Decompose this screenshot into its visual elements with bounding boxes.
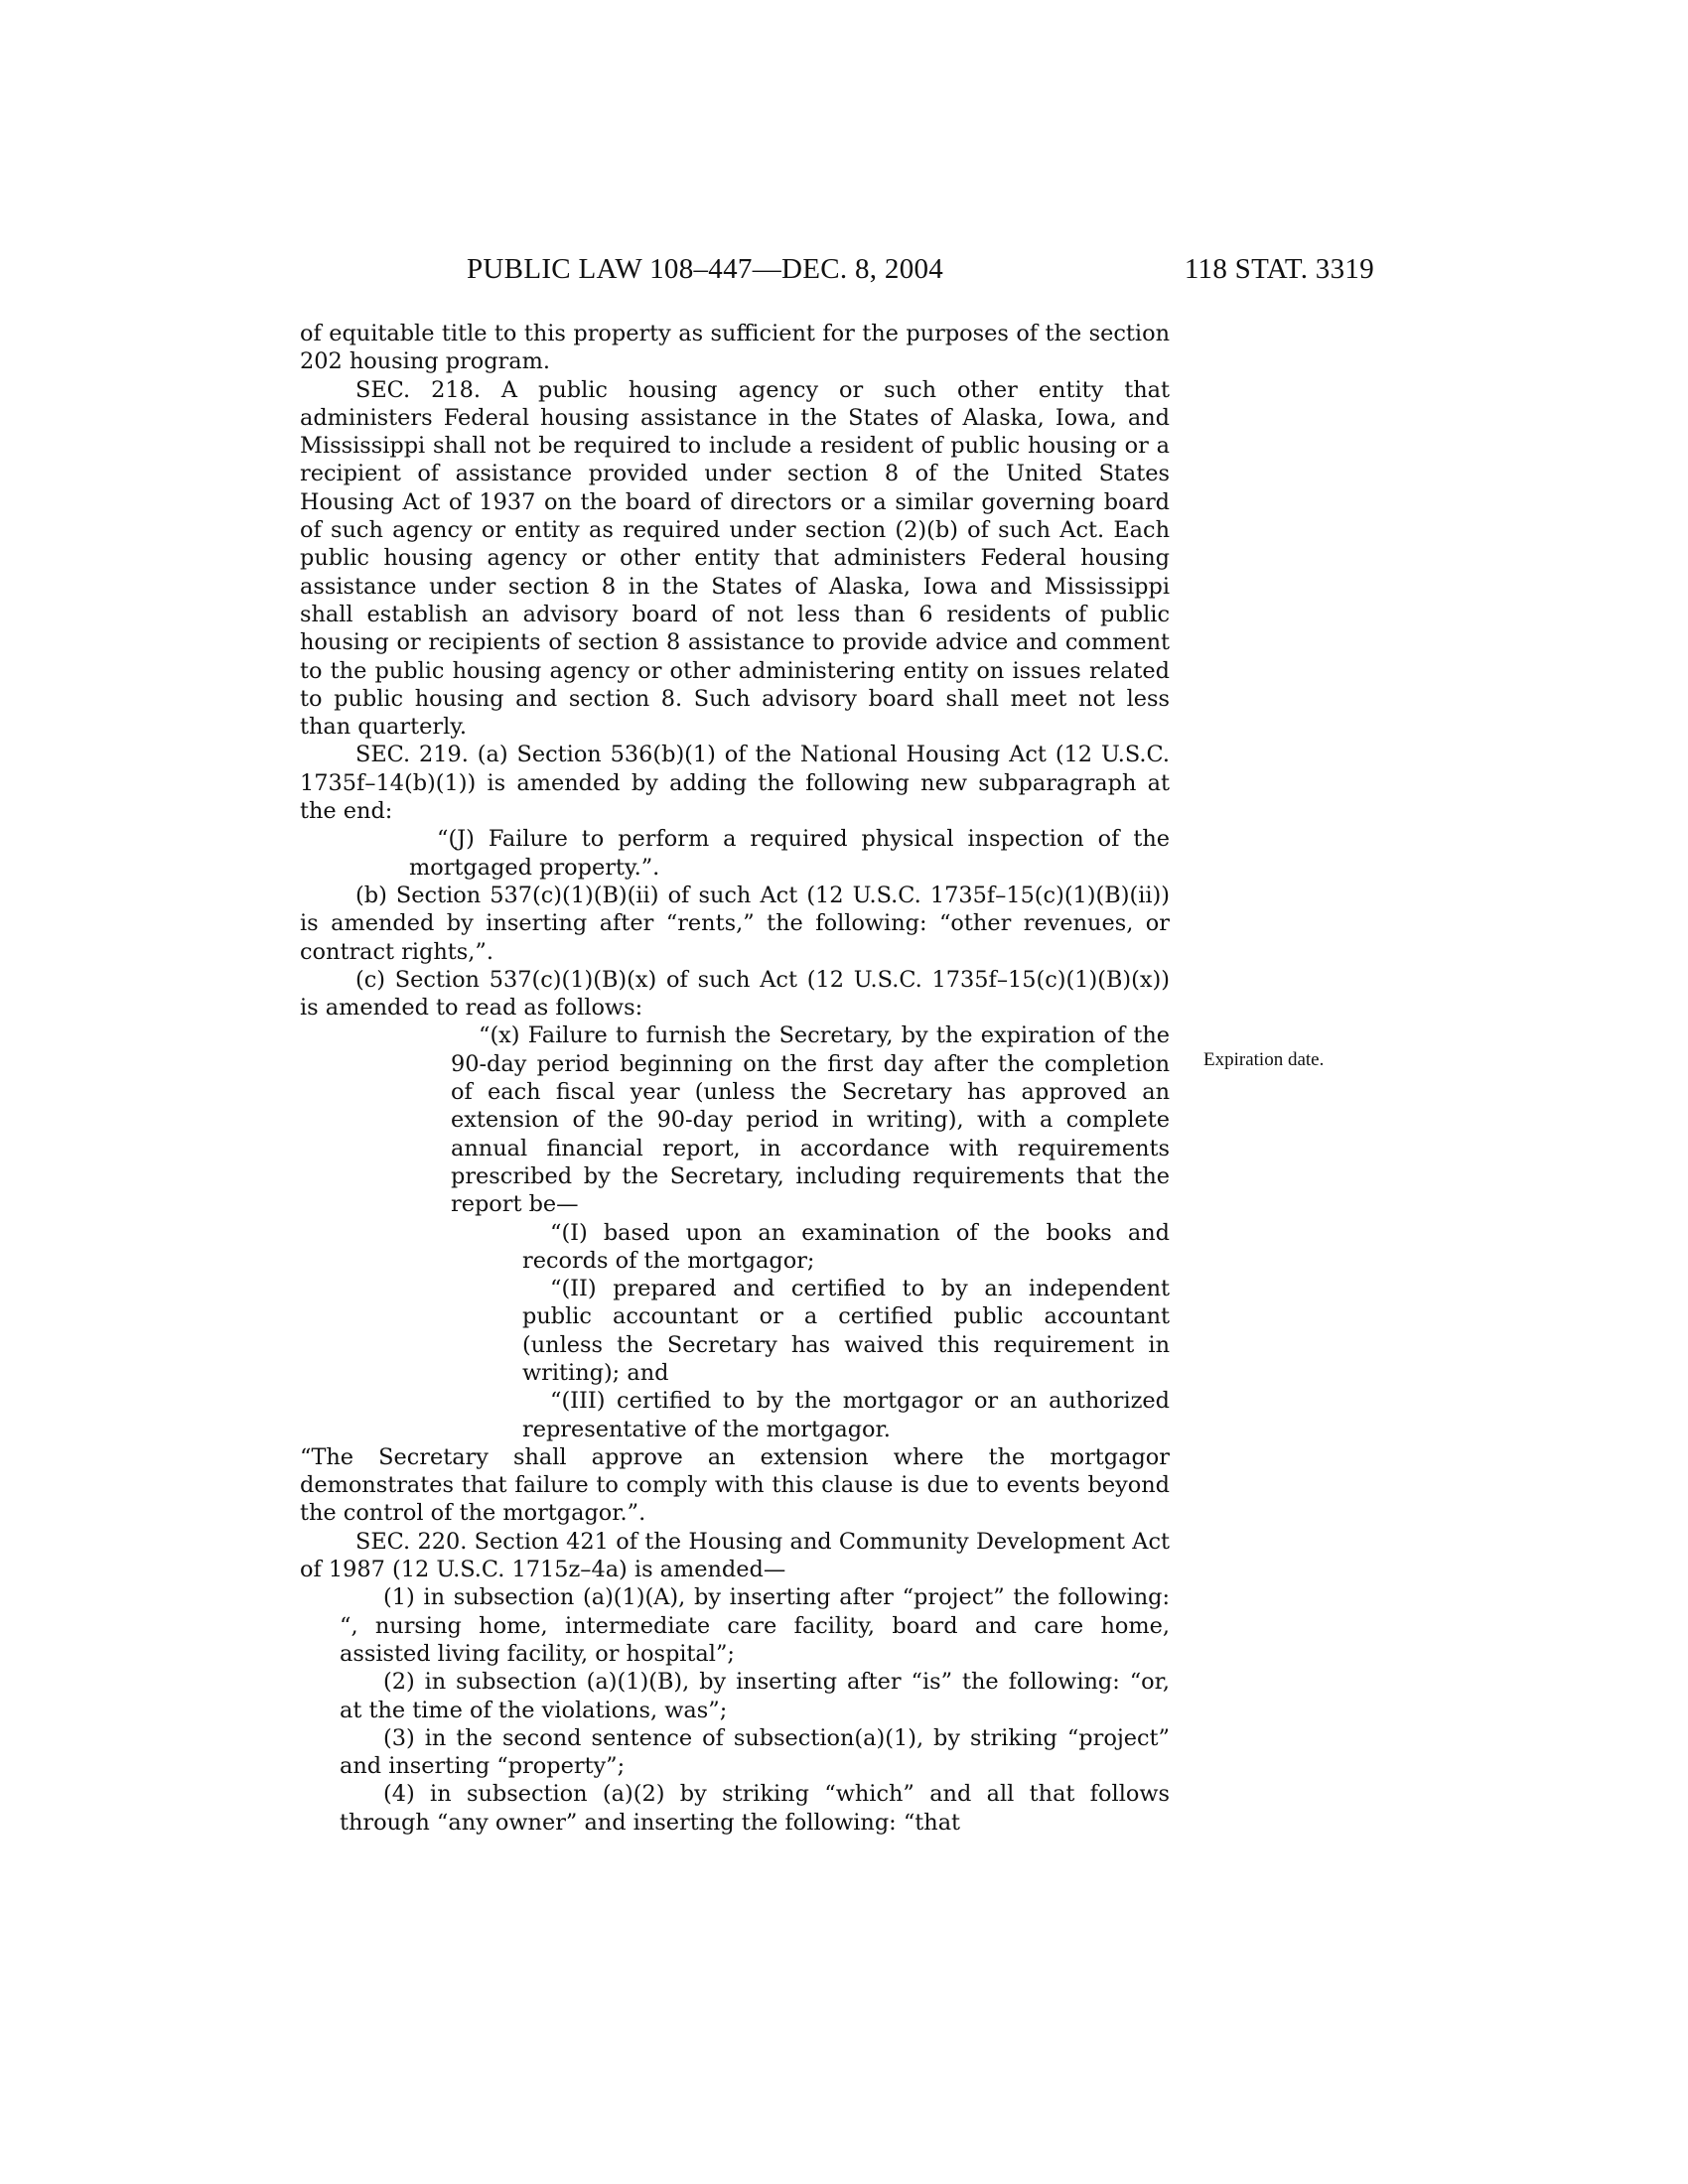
subclause: “(I) based upon an examination of the books and records of the mortgagor; [522,1219,1170,1274]
section-220: SEC. 220. Section 421 of the Housing and Community Development Act of 1987 (12 U.S.C. 1715z–4a) is amended— [300,1528,1170,1583]
paragraph: (c) Section 537(c)(1)(B)(x) of such Act (12 U.S.C. 1735f–15(c)(1)(B)(x)) is amended to read as follows: [300,966,1170,1022]
subclause: “(II) prepared and certified to by an independent public accountant or a certified public accountant (unless the Secretary has waived this requirement in writing); and [522,1276,1170,1386]
section-218: SEC. 218. A public housing agency or such other entity that administers Federal housing assistance in the States of Alaska, Iowa, and Mississippi shall not be required to include a resident of public housing or a recipient of assistance provided under section 8 of the United States Housing Act of 1937 on the board of directors or a similar governing board of such agency or entity as required under section (2)(b) of such Act. Each public housing agency or other entity that administers Federal housing assistance under section 8 in the States of Alaska, Iowa and Mississippi shall establish an advisory board of not less than 6 residents of public housing or recipients of section 8 assistance to provide advice and comment to the public housing agency or other administering entity on issues related to public housing and section 8. Such advisory board shall meet not less than quarterly. [300,376,1170,741]
paragraph: (b) Section 537(c)(1)(B)(ii) of such Act (12 U.S.C. 1735f–15(c)(1)(B)(ii)) is amended by inserting after “rents,” the following: “other revenues, or contract rights,”. [300,882,1170,965]
law-title: PUBLIC LAW 108–447—DEC. 8, 2004 [467,253,944,285]
paragraph: “The Secretary shall approve an extension where the mortgagor demonstrates that failure to comply with this clause is due to events beyond the control of the mortgagor.”. [300,1443,1170,1527]
statute-page-number: 118 STAT. 3319 [1184,253,1374,285]
quoted-clause: “(x) Failure to furnish the Secretary, by the expiration of the 90-day period beginning on the first day after the completion of each fiscal year (unless the Secretary has approved an extension of the 90-day period in writing), with a complete annual financial report, in accordance with requirements prescribed by the Secretary, including requirements that the report be— [451,1023,1170,1218]
list-item: (4) in subsection (a)(2) by striking “which” and all that follows through “any owner” and inserting the following: “that [340,1781,1170,1836]
list-item: (2) in subsection (a)(1)(B), by inserting after “is” the following: “or, at the time of the violations, was”; [340,1669,1170,1723]
law-body-text [300,320,1170,1837]
list-item: (1) in subsection (a)(1)(A), by inserting after “project” the following: “, nursing home, intermediate care facility, board and care home, assisted living facility, or hospital”; [340,1584,1170,1667]
subclause: “(III) certified to by the mortgagor or an authorized representative of the mortgagor. [522,1388,1170,1442]
paragraph: of equitable title to this property as sufficient for the purposes of the section 202 housing program. [300,321,1170,375]
quoted-subparagraph: “(J) Failure to perform a required physical inspection of the mortgaged property.”. [409,826,1170,881]
page-header [300,253,1374,293]
list-item: (3) in the second sentence of subsection(a)(1), by striking “project” and inserting “property”; [340,1724,1170,1780]
margin-note: Expiration date. [1203,1049,1325,1070]
section-219: SEC. 219. (a) Section 536(b)(1) of the National Housing Act (12 U.S.C. 1735f–14(b)(1)) is amended by adding the following new subparagraph at the end: [300,742,1170,825]
